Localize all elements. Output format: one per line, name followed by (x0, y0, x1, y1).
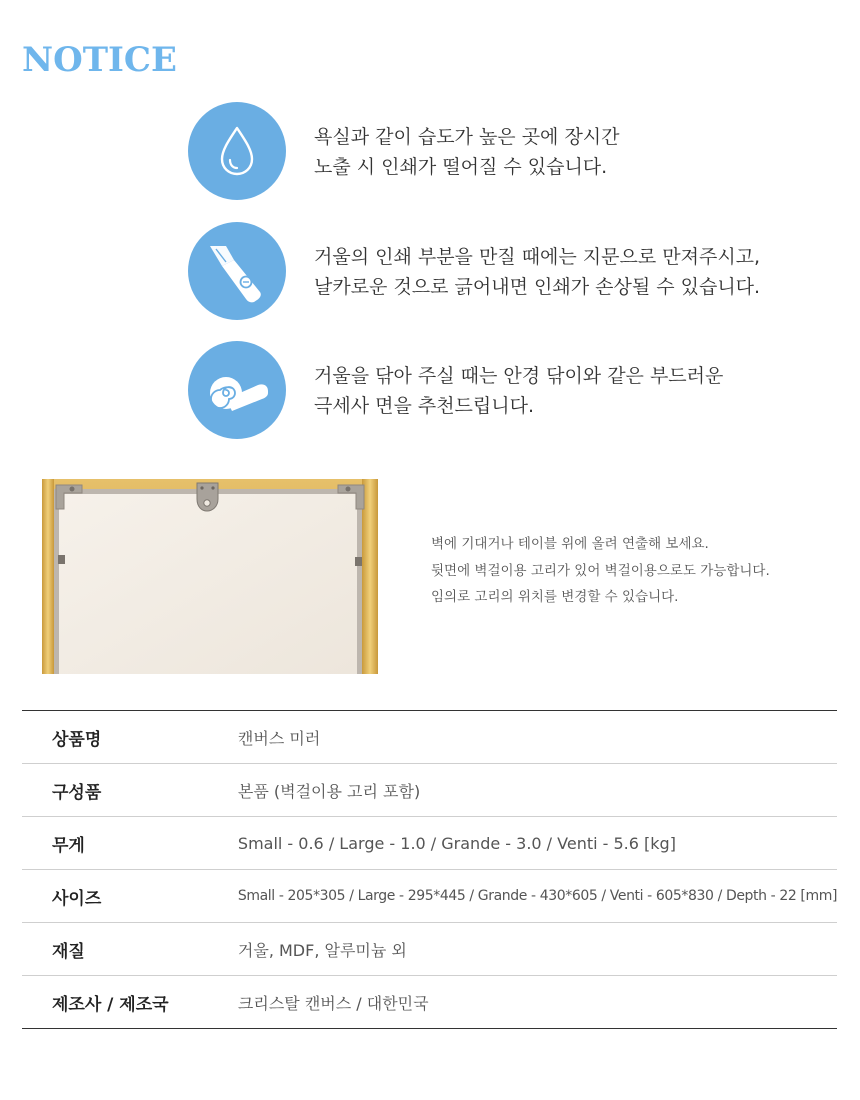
notice-item-cleaning (188, 341, 828, 439)
spec-label: 무게 (52, 835, 85, 856)
photo-caption (431, 531, 841, 611)
notice-line-2: 날카로운 것으로 긁어내면 인쇄가 손상될 수 있습니다. (314, 276, 761, 298)
spec-row-manufacturer (22, 976, 837, 1029)
notice-text (314, 122, 834, 182)
notice-icon-circle (188, 341, 286, 439)
spec-row-material (22, 923, 837, 976)
notice-line-1: 거울의 인쇄 부분을 만질 때에는 지문으로 만져주시고, (314, 246, 761, 268)
spec-row-size (22, 870, 837, 923)
notice-title: NOTICE (22, 40, 177, 80)
caption-line-3: 임의로 고리의 위치를 변경할 수 있습니다. (431, 589, 679, 605)
spec-row-name (22, 711, 837, 764)
spec-value: 본품 (벽걸이용 고리 포함) (237, 781, 421, 801)
spec-value: 거울, MDF, 알루미늄 외 (237, 940, 407, 960)
notice-text (314, 361, 834, 421)
notice-item-fingerprint (188, 222, 828, 320)
spec-label: 상품명 (52, 729, 102, 750)
caption-line-2: 뒷면에 벽걸이용 고리가 있어 벽걸이용으로도 가능합니다. (431, 562, 770, 579)
notice-icon-circle (188, 222, 286, 320)
notice-line-2: 노출 시 인쇄가 떨어질 수 있습니다. (314, 156, 608, 178)
spec-label: 사이즈 (52, 888, 102, 909)
spec-row-contents (22, 764, 837, 817)
spec-label: 재질 (52, 941, 85, 962)
caption-line-1: 벽에 기대거나 테이블 위에 올려 연출해 보세요. (431, 536, 709, 552)
product-spec-table (22, 710, 837, 1029)
spec-value: Small - 205*305 / Large - 295*445 / Grande - 430*605 / Venti - 605*830 / Depth - 22 [mm] (237, 888, 837, 904)
notice-icon-circle (188, 102, 286, 200)
spec-row-weight (22, 817, 837, 870)
spec-value: Small - 0.6 / Large - 1.0 / Grande - 3.0 / Venti - 5.6 [kg] (237, 833, 676, 853)
frame-back-photo (42, 479, 378, 674)
water-drop-icon (188, 102, 286, 200)
spec-label: 제조사 / 제조국 (52, 994, 169, 1015)
notice-line-1: 거울을 닦아 주실 때는 안경 닦이와 같은 부드러운 (314, 365, 724, 387)
cutter-knife-icon (188, 222, 286, 320)
notice-item-humidity (188, 102, 828, 200)
notice-line-2: 극세사 면을 추천드립니다. (314, 395, 535, 417)
cloth-roll-icon (188, 341, 286, 439)
notice-line-1: 욕실과 같이 습도가 높은 곳에 장시간 (314, 126, 620, 148)
frame-back-image (42, 479, 378, 674)
notice-text (314, 242, 834, 302)
spec-value: 크리스탈 캔버스 / 대한민국 (237, 993, 429, 1013)
spec-value: 캔버스 미러 (237, 728, 321, 748)
spec-label: 구성품 (52, 782, 102, 803)
